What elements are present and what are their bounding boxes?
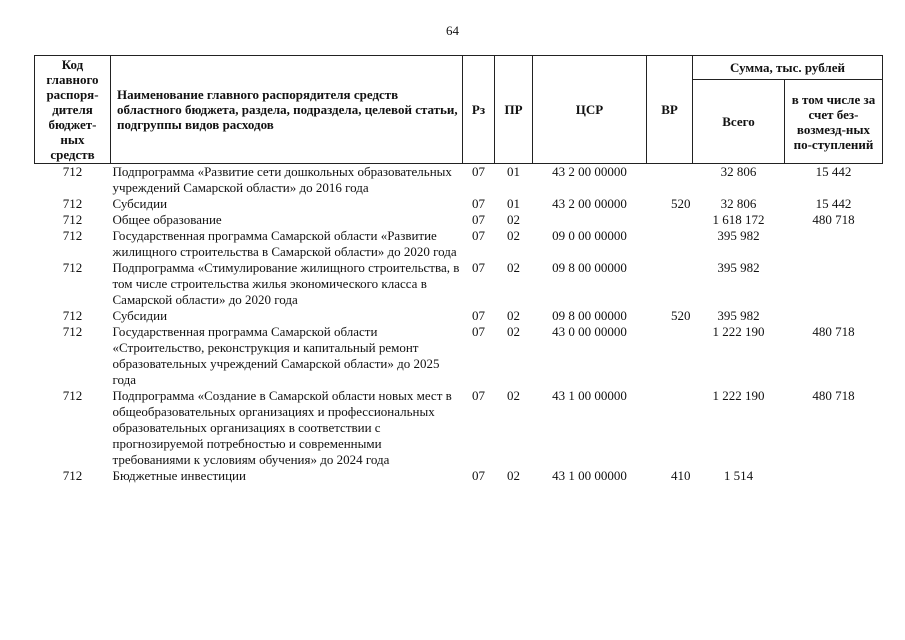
cell-total: 1 514 bbox=[723, 468, 754, 483]
cell-code: 712 bbox=[62, 324, 83, 339]
cell-vr: 410 bbox=[671, 468, 691, 483]
cell-total: 395 982 bbox=[717, 228, 760, 243]
cell-incl: 480 718 bbox=[812, 212, 855, 227]
cell-name: Подпрограмма «Стимулирование жилищного строительства, в том числе строительства жилья экономического класса в Самарской области» до 2020 года bbox=[112, 260, 460, 307]
header-rz: Рз bbox=[463, 56, 495, 164]
cell-pr: 02 bbox=[507, 468, 520, 483]
cell-rz: 07 bbox=[472, 324, 485, 339]
cell-name: Подпрограмма «Создание в Самарской области новых мест в общеобразовательных организациях и профессиональных образовательных организациях в соответствии с прогнозируемой потребностью и современными требованиями к условиям обучения» до 2024 года bbox=[112, 388, 452, 467]
cell-incl bbox=[785, 260, 883, 308]
header-sum: Сумма, тыс. рублей bbox=[693, 56, 883, 80]
cell-vr: 520 bbox=[671, 196, 691, 211]
cell-total: 32 806 bbox=[720, 196, 757, 211]
cell-vr bbox=[647, 228, 693, 260]
cell-vr bbox=[647, 260, 693, 308]
header-name: Наименование главного распорядителя средств областного бюджета, раздела, подраздела, целевой статьи, подгруппы видов расходов bbox=[111, 56, 463, 164]
table-row bbox=[35, 468, 883, 484]
cell-code: 712 bbox=[62, 388, 83, 403]
cell-pr: 02 bbox=[507, 260, 520, 275]
cell-pr: 02 bbox=[507, 308, 520, 323]
cell-incl: 15 442 bbox=[815, 196, 852, 211]
cell-csr bbox=[533, 212, 647, 228]
page-number: 64 bbox=[446, 23, 459, 38]
cell-code: 712 bbox=[62, 228, 83, 243]
header-code: Код главного распоря-дителя бюджет-ных средств bbox=[35, 56, 111, 164]
cell-incl bbox=[785, 468, 883, 484]
cell-name: Государственная программа Самарской области «Развитие жилищного строительства в Самарской области» до 2020 года bbox=[112, 228, 457, 259]
table-row bbox=[35, 308, 883, 324]
cell-incl: 15 442 bbox=[815, 164, 852, 179]
cell-total: 32 806 bbox=[720, 164, 757, 179]
header-vr: ВР bbox=[647, 56, 693, 164]
cell-name: Субсидии bbox=[112, 196, 168, 211]
cell-rz: 07 bbox=[472, 196, 485, 211]
cell-vr: 520 bbox=[671, 308, 691, 323]
budget-table bbox=[34, 55, 883, 484]
cell-vr bbox=[647, 164, 693, 197]
table-row bbox=[35, 212, 883, 228]
header-csr: ЦСР bbox=[533, 56, 647, 164]
cell-code: 712 bbox=[62, 164, 83, 179]
cell-pr: 01 bbox=[507, 196, 520, 211]
header-pr: ПР bbox=[495, 56, 533, 164]
cell-csr: 43 2 00 00000 bbox=[552, 196, 627, 211]
table-row bbox=[35, 228, 883, 260]
table-row bbox=[35, 164, 883, 197]
cell-total: 395 982 bbox=[717, 308, 760, 323]
cell-pr: 02 bbox=[507, 324, 520, 339]
header-incl: в том числе за счет без-возмезд-ных по-ступлений bbox=[785, 80, 883, 164]
cell-csr: 43 1 00 00000 bbox=[552, 468, 627, 483]
cell-vr bbox=[647, 388, 693, 468]
cell-total: 1 618 172 bbox=[712, 212, 765, 227]
cell-code: 712 bbox=[62, 468, 83, 483]
table-row bbox=[35, 196, 883, 212]
cell-csr: 43 0 00 00000 bbox=[552, 324, 627, 339]
cell-rz: 07 bbox=[472, 388, 485, 403]
cell-csr: 09 8 00 00000 bbox=[552, 260, 627, 275]
cell-pr: 02 bbox=[507, 212, 520, 227]
cell-name: Подпрограмма «Развитие сети дошкольных образовательных учреждений Самарской области» до 2016 года bbox=[112, 164, 452, 195]
table-row bbox=[35, 324, 883, 388]
cell-rz: 07 bbox=[472, 260, 485, 275]
header-total: Всего bbox=[693, 80, 785, 164]
cell-name: Государственная программа Самарской области «Строительство, реконструкция и капитальный ремонт образовательных учреждений Самарской области» до 2025 года bbox=[112, 324, 440, 387]
cell-incl: 480 718 bbox=[812, 388, 855, 403]
cell-rz: 07 bbox=[472, 468, 485, 483]
cell-rz: 07 bbox=[472, 212, 485, 227]
cell-pr: 02 bbox=[507, 228, 520, 243]
table-row bbox=[35, 388, 883, 468]
cell-name: Общее образование bbox=[112, 212, 222, 227]
cell-code: 712 bbox=[62, 260, 83, 275]
cell-rz: 07 bbox=[472, 308, 485, 323]
cell-rz: 07 bbox=[472, 164, 485, 179]
cell-pr: 01 bbox=[507, 164, 520, 179]
cell-rz: 07 bbox=[472, 228, 485, 243]
cell-csr: 09 0 00 00000 bbox=[552, 228, 627, 243]
table-header bbox=[35, 56, 883, 164]
cell-vr bbox=[647, 212, 693, 228]
cell-vr bbox=[647, 324, 693, 388]
cell-csr: 43 1 00 00000 bbox=[552, 388, 627, 403]
cell-code: 712 bbox=[62, 212, 83, 227]
table-body bbox=[35, 164, 883, 485]
cell-csr: 43 2 00 00000 bbox=[552, 164, 627, 179]
cell-total: 395 982 bbox=[717, 260, 760, 275]
cell-total: 1 222 190 bbox=[712, 324, 765, 339]
cell-incl: 480 718 bbox=[812, 324, 855, 339]
cell-incl bbox=[785, 228, 883, 260]
cell-name: Бюджетные инвестиции bbox=[112, 468, 246, 483]
cell-incl bbox=[785, 308, 883, 324]
cell-code: 712 bbox=[62, 308, 83, 323]
cell-name: Субсидии bbox=[112, 308, 168, 323]
cell-csr: 09 8 00 00000 bbox=[552, 308, 627, 323]
cell-pr: 02 bbox=[507, 388, 520, 403]
cell-total: 1 222 190 bbox=[712, 388, 765, 403]
table-row bbox=[35, 260, 883, 308]
cell-code: 712 bbox=[62, 196, 83, 211]
